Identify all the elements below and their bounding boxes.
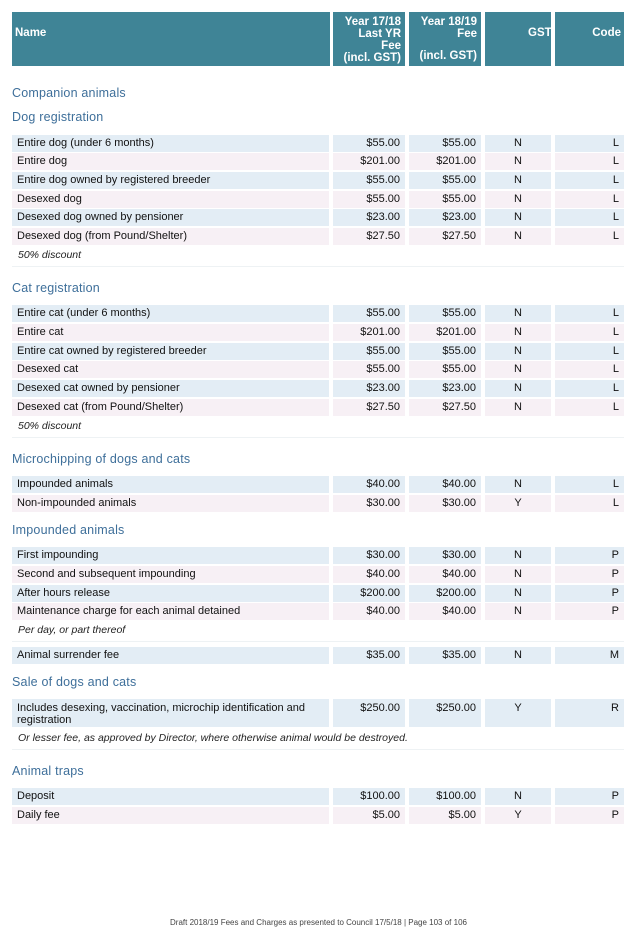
col-header-gst-label: GST — [528, 27, 552, 39]
section-title: Cat registration — [12, 281, 100, 295]
cell-fee-1819: $30.00 — [409, 495, 481, 512]
cell-fee-1819: $40.00 — [409, 603, 481, 620]
cell-fee-1718: $27.50 — [333, 228, 405, 245]
table-row — [12, 191, 624, 208]
col-header-year2-line: (incl. GST) — [419, 50, 477, 62]
cell-fee-1718: $55.00 — [333, 172, 405, 189]
divider — [12, 437, 624, 438]
cell-name: Impounded animals — [12, 476, 329, 493]
table-row — [12, 788, 624, 805]
col-header-year2 — [409, 12, 481, 66]
cell-gst: N — [485, 380, 551, 397]
table-row — [12, 305, 624, 322]
cell-gst: N — [485, 343, 551, 360]
cell-name: Desexed dog (from Pound/Shelter) — [12, 228, 329, 245]
cell-fee-1718: $55.00 — [333, 191, 405, 208]
cell-fee-1718: $30.00 — [333, 547, 405, 564]
cell-name: Entire dog — [12, 153, 329, 170]
cell-name: Entire cat — [12, 324, 329, 341]
cell-fee-1718: $201.00 — [333, 324, 405, 341]
cell-gst: N — [485, 361, 551, 378]
cell-name: registration — [17, 714, 72, 726]
cell-gst: N — [485, 324, 551, 341]
cell-fee-1819: $55.00 — [409, 361, 481, 378]
table-row — [12, 228, 624, 245]
page-footer: Draft 2018/19 Fees and Charges as presented to Council 17/5/18 | Page 103 of 106 — [170, 918, 467, 927]
table-row — [12, 547, 624, 564]
cell-fee-1718: $55.00 — [333, 305, 405, 322]
section-title: Animal traps — [12, 764, 84, 778]
cell-name: Second and subsequent impounding — [12, 566, 329, 583]
cell-fee-1819: $201.00 — [409, 324, 481, 341]
table-row — [12, 172, 624, 189]
cell-gst: N — [485, 566, 551, 583]
cell-fee-1718: $250.00 — [333, 699, 405, 727]
cell-gst: Y — [485, 807, 551, 824]
cell-name: Entire dog owned by registered breeder — [12, 172, 329, 189]
cell-gst: N — [485, 135, 551, 152]
divider — [12, 641, 624, 642]
cell-code: L — [555, 153, 624, 170]
cell-code: M — [555, 647, 624, 664]
cell-name: Entire dog (under 6 months) — [12, 135, 329, 152]
col-header-year2-line: Year 18/19 — [420, 16, 477, 28]
section-title: Impounded animals — [12, 523, 125, 537]
cell-code: L — [555, 209, 624, 226]
cell-fee-1718: $55.00 — [333, 361, 405, 378]
section-title: Sale of dogs and cats — [12, 675, 137, 689]
cell-fee-1819: $250.00 — [409, 699, 481, 727]
cell-gst: Y — [485, 699, 551, 727]
cell-code: P — [555, 603, 624, 620]
cell-gst: N — [485, 585, 551, 602]
section-title: Dog registration — [12, 110, 104, 124]
col-header-year1-line: Year 17/18 — [344, 16, 401, 28]
col-header-year1-line: (incl. GST) — [343, 52, 401, 64]
cell-gst: Y — [485, 495, 551, 512]
table-row — [12, 361, 624, 378]
col-header-year1 — [333, 12, 405, 66]
section-title: Microchipping of dogs and cats — [12, 452, 191, 466]
table-row — [12, 603, 624, 620]
cell-name: Animal surrender fee — [12, 647, 329, 664]
section-title: Companion animals — [12, 86, 126, 100]
cell-fee-1819: $55.00 — [409, 172, 481, 189]
table-row — [12, 699, 624, 727]
cell-fee-1819: $23.00 — [409, 380, 481, 397]
cell-fee-1819: $55.00 — [409, 343, 481, 360]
cell-code: L — [555, 343, 624, 360]
cell-fee-1718: $5.00 — [333, 807, 405, 824]
cell-code: L — [555, 135, 624, 152]
table-row — [12, 324, 624, 341]
cell-fee-1819: $27.50 — [409, 228, 481, 245]
cell-fee-1819: $55.00 — [409, 135, 481, 152]
cell-code: P — [555, 807, 624, 824]
cell-fee-1718: $35.00 — [333, 647, 405, 664]
col-header-gst — [485, 12, 551, 66]
table-row — [12, 647, 624, 664]
cell-fee-1819: $5.00 — [409, 807, 481, 824]
cell-fee-1819: $201.00 — [409, 153, 481, 170]
cell-gst: N — [485, 228, 551, 245]
cell-fee-1819: $30.00 — [409, 547, 481, 564]
cell-fee-1819: $35.00 — [409, 647, 481, 664]
cell-name: Desexed dog owned by pensioner — [12, 209, 329, 226]
table-row — [12, 209, 624, 226]
cell-code: R — [555, 699, 624, 727]
table-row — [12, 495, 624, 512]
table-row — [12, 566, 624, 583]
cell-fee-1819: $40.00 — [409, 476, 481, 493]
row-note: 50% discount — [18, 420, 82, 432]
cell-gst: N — [485, 191, 551, 208]
cell-fee-1718: $201.00 — [333, 153, 405, 170]
table-row — [12, 153, 624, 170]
col-header-code — [555, 12, 624, 66]
cell-code: P — [555, 788, 624, 805]
table-row — [12, 380, 624, 397]
cell-name: Includes desexing, vaccination, microchip identification and — [17, 702, 305, 714]
cell-code: L — [555, 305, 624, 322]
cell-code: L — [555, 191, 624, 208]
divider — [12, 266, 624, 267]
table-row — [12, 135, 624, 152]
cell-name: Daily fee — [12, 807, 329, 824]
cell-name: After hours release — [12, 585, 329, 602]
cell-gst: N — [485, 476, 551, 493]
cell-fee-1819: $40.00 — [409, 566, 481, 583]
cell-code: L — [555, 228, 624, 245]
col-header-name — [12, 12, 330, 66]
cell-name: Entire cat owned by registered breeder — [12, 343, 329, 360]
cell-fee-1718: $27.50 — [333, 399, 405, 416]
cell-fee-1819: $100.00 — [409, 788, 481, 805]
cell-code: L — [555, 380, 624, 397]
table-row — [12, 343, 624, 360]
row-note: Per day, or part thereof — [18, 624, 126, 636]
cell-fee-1819: $55.00 — [409, 305, 481, 322]
table-row — [12, 585, 624, 602]
cell-code: L — [555, 476, 624, 493]
cell-name: Deposit — [12, 788, 329, 805]
table-row — [12, 399, 624, 416]
cell-gst: N — [485, 547, 551, 564]
cell-name: Desexed cat — [12, 361, 329, 378]
cell-gst: N — [485, 603, 551, 620]
cell-name: First impounding — [12, 547, 329, 564]
cell-fee-1819: $27.50 — [409, 399, 481, 416]
cell-fee-1718: $55.00 — [333, 343, 405, 360]
cell-code: L — [555, 172, 624, 189]
cell-name: Entire cat (under 6 months) — [12, 305, 329, 322]
col-header-year1-line: Last YR — [358, 28, 401, 40]
cell-gst: N — [485, 209, 551, 226]
cell-gst: N — [485, 305, 551, 322]
cell-fee-1718: $40.00 — [333, 566, 405, 583]
cell-gst: N — [485, 647, 551, 664]
cell-gst: N — [485, 172, 551, 189]
cell-fee-1819: $200.00 — [409, 585, 481, 602]
cell-fee-1718: $23.00 — [333, 380, 405, 397]
cell-code: L — [555, 361, 624, 378]
col-header-code-label: Code — [592, 27, 621, 39]
cell-fee-1718: $100.00 — [333, 788, 405, 805]
row-note: Or lesser fee, as approved by Director, where otherwise animal would be destroyed. — [18, 732, 408, 744]
cell-code: P — [555, 547, 624, 564]
cell-name: Maintenance charge for each animal detained — [12, 603, 329, 620]
cell-code: L — [555, 495, 624, 512]
cell-fee-1718: $55.00 — [333, 135, 405, 152]
cell-code: P — [555, 585, 624, 602]
cell-name: Desexed cat (from Pound/Shelter) — [12, 399, 329, 416]
table-row — [12, 476, 624, 493]
col-header-year2-line: Fee — [457, 28, 477, 40]
cell-gst: N — [485, 788, 551, 805]
row-note: 50% discount — [18, 249, 82, 261]
cell-fee-1718: $30.00 — [333, 495, 405, 512]
cell-fee-1718: $40.00 — [333, 476, 405, 493]
cell-code: P — [555, 566, 624, 583]
cell-fee-1718: $23.00 — [333, 209, 405, 226]
table-row — [12, 807, 624, 824]
cell-fee-1819: $55.00 — [409, 191, 481, 208]
cell-name: Desexed dog — [12, 191, 329, 208]
col-header-name-label: Name — [15, 27, 47, 39]
cell-code: L — [555, 399, 624, 416]
col-header-year1-line: Fee — [381, 40, 401, 52]
cell-fee-1718: $40.00 — [333, 603, 405, 620]
cell-code: L — [555, 324, 624, 341]
cell-fee-1718: $200.00 — [333, 585, 405, 602]
cell-name: Desexed cat owned by pensioner — [12, 380, 329, 397]
cell-gst: N — [485, 153, 551, 170]
cell-gst: N — [485, 399, 551, 416]
cell-fee-1819: $23.00 — [409, 209, 481, 226]
divider — [12, 749, 624, 750]
cell-name: Non-impounded animals — [12, 495, 329, 512]
